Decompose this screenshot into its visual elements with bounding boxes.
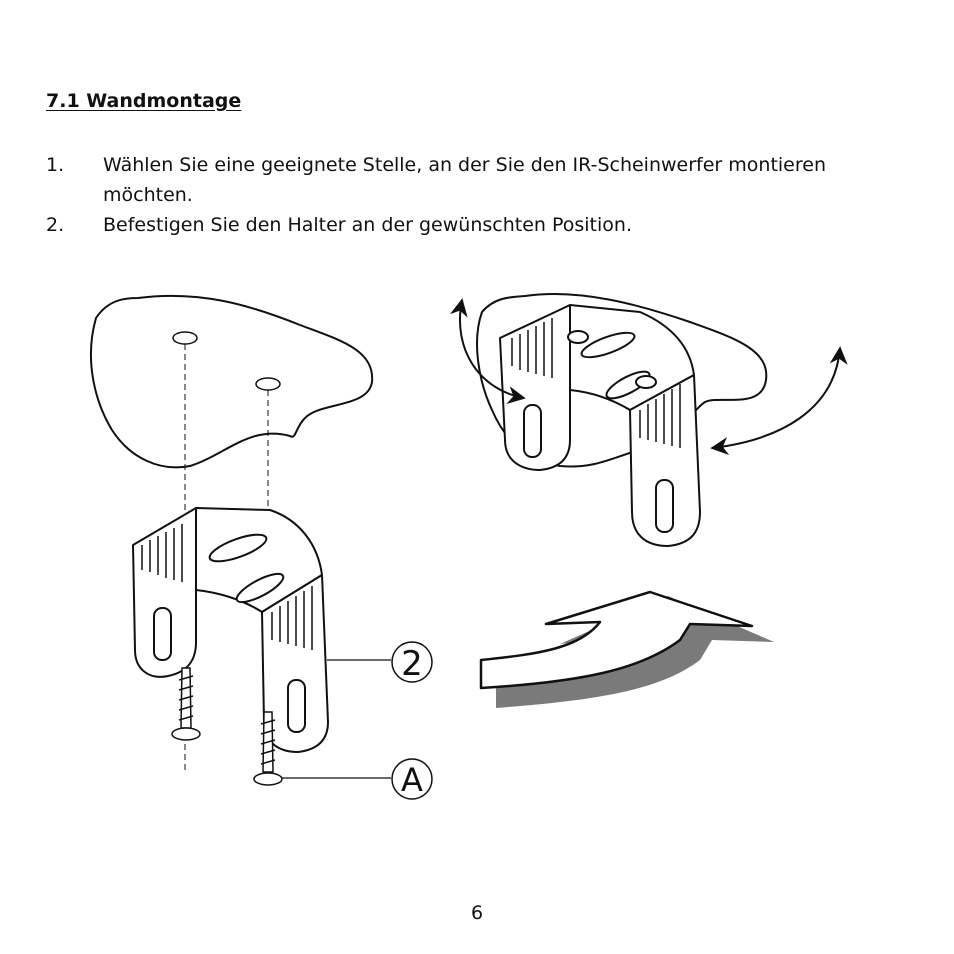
direction-arrow [481,592,774,708]
step-text: Befestigen Sie den Halter an der gewünschten Position. [103,214,632,236]
step-number: 1. [46,154,65,176]
page-number: 6 [470,902,484,924]
wall-surface-left [91,296,372,468]
section-heading: 7.1 Wandmontage [46,90,242,112]
callout-screw [282,759,432,799]
u-bracket [133,508,328,752]
callout-label-2: 2 [401,644,423,684]
step-text: Wählen Sie eine geeignete Stelle, an der Sie den IR-Scheinwerfer montieren möchten. [103,154,826,206]
callout-bracket [327,642,432,684]
step-number: 2. [46,214,65,236]
screw [172,668,200,740]
callout-label-a: A [401,761,423,799]
